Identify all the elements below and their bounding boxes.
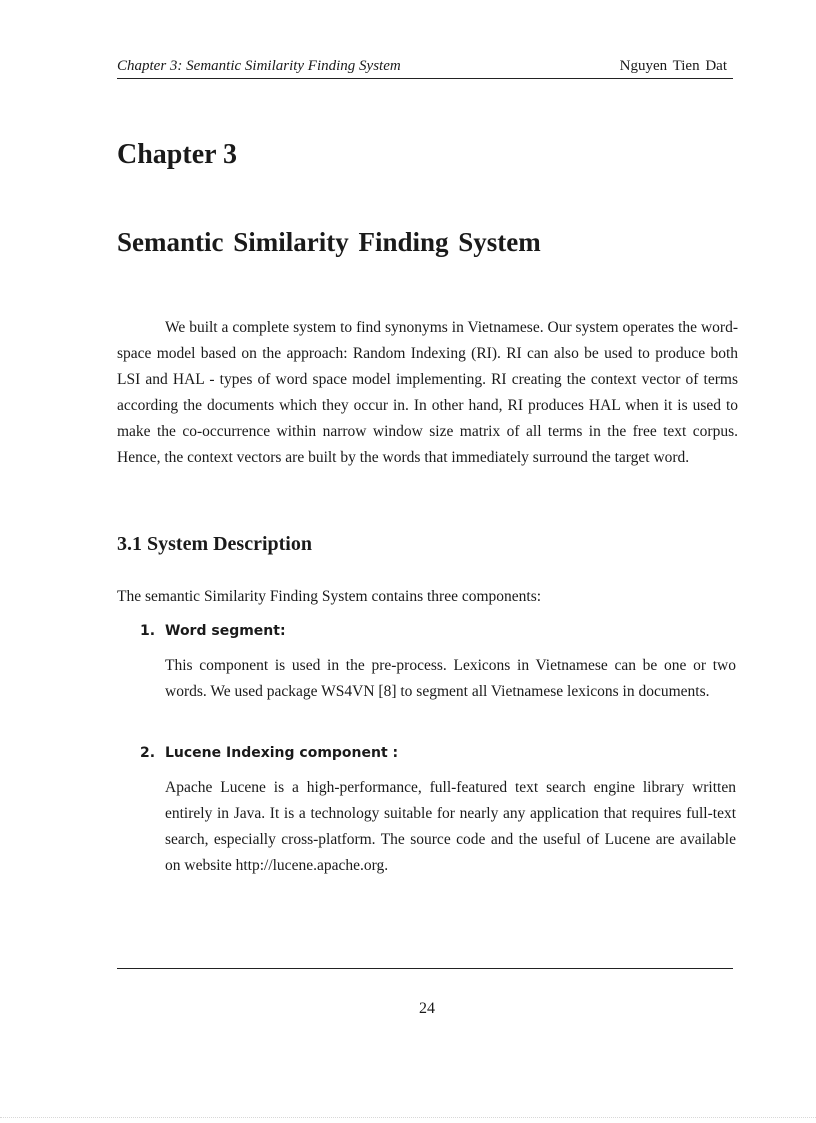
list-item-number: 2.	[140, 745, 156, 761]
intro-paragraph: We built a complete system to find synonyms in Vietnamese. Our system operates the word-space model based on the approach: Random Indexing (RI). RI can also be used to produce both LSI and HAL - types of word space model implementing. RI creating the context vector of terms according the documents which they occur in. In other hand, RI produces HAL when it is used to make the co-occurrence within narrow window size matrix of all terms in the free text corpus. Hence, the context vectors are built by the words that immediately surround the target word.	[117, 319, 738, 466]
page-number: 24	[419, 1000, 435, 1017]
list-item-title: Word segment:	[165, 623, 286, 639]
list-item	[140, 621, 740, 705]
footer-divider	[117, 968, 733, 969]
header-chapter-title: Chapter 3: Semantic Similarity Finding System	[117, 58, 401, 74]
list-item-body: Apache Lucene is a high-performance, full-featured text search engine library written entirely in Java. It is a technology suitable for nearly any application that requires full-text search, especially cross-platform. The source code and the useful of Lucene are available on website http://lucene.apache.org.	[165, 779, 736, 874]
page-header	[117, 57, 733, 79]
section-heading: 3.1 System Description	[117, 533, 312, 555]
chapter-number: Chapter 3	[117, 139, 238, 170]
list-item-heading	[140, 621, 740, 641]
section-lead: The semantic Similarity Finding System contains three components:	[117, 588, 542, 605]
page-bottom-border	[0, 1117, 816, 1118]
list-item-heading	[140, 743, 740, 763]
list-item	[140, 743, 740, 879]
list-item-number: 1.	[140, 623, 156, 639]
list-item-title: Lucene Indexing component :	[165, 745, 399, 761]
list-item-body: This component is used in the pre-process. Lexicons in Vietnamese can be one or two words. We used package WS4VN [8] to segment all Vietnamese lexicons in documents.	[165, 657, 736, 700]
chapter-title: Semantic Similarity Finding System	[117, 227, 541, 257]
header-author: Nguyen Tien Dat	[619, 58, 727, 74]
